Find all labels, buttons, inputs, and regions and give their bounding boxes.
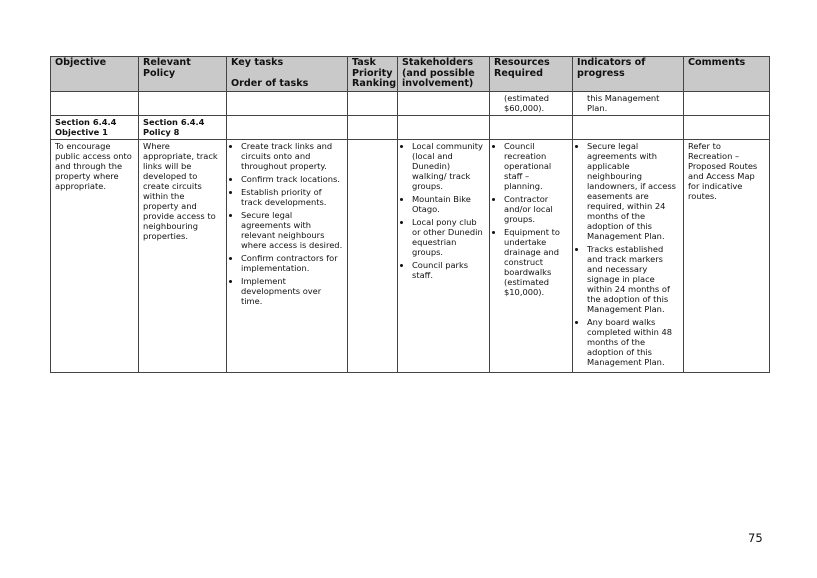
page-number: 75 <box>748 531 763 545</box>
list-item: • Secure legal agreements with applicable neighbouring landowners, if access easements are required, within 24 months of the adoption of this Management Plan. <box>587 141 679 241</box>
section-reference-row <box>51 115 770 139</box>
management-plan-table <box>50 56 770 373</box>
list-item: • Equipment to undertake drainage and construct boardwalks (estimated $10,000). <box>504 227 568 297</box>
comments-text: Refer to Recreation – Proposed Routes and Access Map for indicative routes. <box>684 139 770 372</box>
indicators-cell <box>573 139 684 372</box>
list-item: • Tracks established and track markers and necessary signage in place within 24 months of the adoption of this Management Plan. <box>587 244 679 314</box>
header-comments: Comments <box>684 57 770 92</box>
list-item: • Local community (local and Dunedin) walking/ track groups. <box>412 141 485 191</box>
list-item: • Create track links and circuits onto and throughout property. <box>241 141 343 171</box>
list-item: • Local pony club or other Dunedin equestrian groups. <box>412 217 485 257</box>
header-objective: Objective <box>51 57 139 92</box>
header-key-tasks-label: Key tasks <box>231 57 284 68</box>
policy-text: Where appropriate, track links will be developed to create circuits within the property and provide access to neighbouring properties. <box>139 139 227 372</box>
list-item: • Establish priority of track developments. <box>241 187 343 207</box>
header-key-tasks <box>227 57 348 92</box>
list-item: • Confirm track locations. <box>241 174 343 184</box>
continuation-resources: (estimated $60,000). <box>490 91 573 115</box>
header-row <box>51 57 770 92</box>
stakeholders-list <box>402 141 485 280</box>
key-tasks-cell <box>227 139 348 372</box>
header-task-priority: Task Priority Ranking <box>348 57 398 92</box>
list-item: • Implement developments over time. <box>241 276 343 306</box>
list-item: • Council recreation operational staff – planning. <box>504 141 568 191</box>
list-item: • Confirm contractors for implementation. <box>241 253 343 273</box>
list-item: • Contractor and/or local groups. <box>504 194 568 224</box>
continuation-row <box>51 91 770 115</box>
header-relevant-policy: Relevant Policy <box>139 57 227 92</box>
section-policy-ref: Section 6.4.4 Policy 8 <box>139 115 227 139</box>
header-order-of-tasks-label: Order of tasks <box>231 77 309 89</box>
list-item: • Mountain Bike Otago. <box>412 194 485 214</box>
continuation-indicators: this Management Plan. <box>573 91 684 115</box>
priority-cell <box>348 139 398 372</box>
header-stakeholders: Stakeholders (and possible involvement) <box>398 57 490 92</box>
list-item: • Secure legal agreements with relevant neighbours where access is desired. <box>241 210 343 250</box>
stakeholders-cell <box>398 139 490 372</box>
list-item: • Any board walks completed within 48 months of the adoption of this Management Plan. <box>587 317 679 367</box>
section-objective-ref: Section 6.4.4 Objective 1 <box>51 115 139 139</box>
header-resources: Resources Required <box>490 57 573 92</box>
list-item: • Council parks staff. <box>412 260 485 280</box>
objective-text: To encourage public access onto and through the property where appropriate. <box>51 139 139 372</box>
resources-cell <box>490 139 573 372</box>
table-row <box>51 139 770 372</box>
indicators-list <box>577 141 679 367</box>
resources-list <box>494 141 568 297</box>
key-tasks-list <box>231 141 343 306</box>
header-indicators: Indicators of progress <box>573 57 684 92</box>
